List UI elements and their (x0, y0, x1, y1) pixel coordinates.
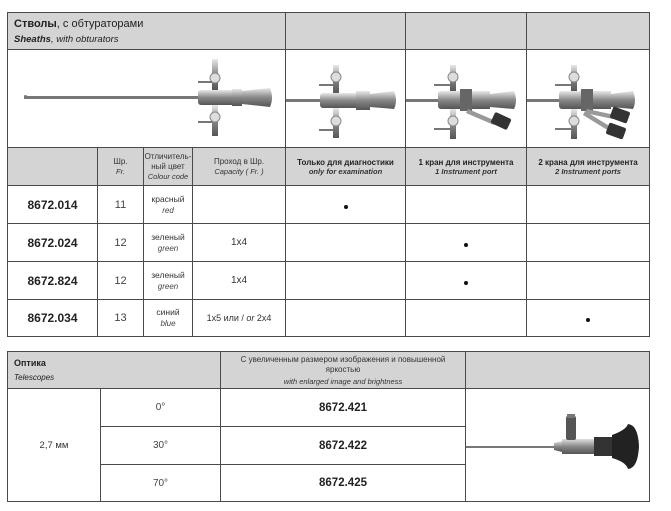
colhead-port2 (527, 148, 650, 186)
table-row (8, 300, 650, 337)
colhead-capacity-ru: Проход в Шр. (213, 156, 265, 166)
row-colour (144, 186, 193, 224)
colhead-code (8, 148, 98, 186)
sheath-2-ports-image-cell (527, 50, 650, 148)
row-colour (144, 300, 193, 337)
sheath-1-port-image-cell (406, 50, 527, 148)
header-blank-exam (286, 13, 406, 50)
row-colour-ru: красный (151, 193, 185, 204)
row-colour-en: green (157, 281, 179, 291)
row-exam (286, 300, 406, 337)
colhead-port2-ru: 2 крана для инструмента (538, 157, 638, 167)
row-port2 (527, 262, 650, 300)
telescope-icon (466, 390, 648, 500)
row-fr: 13 (98, 300, 144, 337)
telescopes-header-blank (466, 352, 650, 389)
row-colour-en: red (162, 205, 174, 215)
row-capacity-text-2: 2x4 (254, 313, 272, 323)
row-port2 (527, 224, 650, 262)
table-row (8, 224, 650, 262)
row-fr: 12 (98, 224, 144, 262)
colhead-port1-ru: 1 кран для инструмента (418, 157, 514, 167)
row-port1 (406, 262, 527, 300)
mark-dot (464, 243, 468, 247)
telescopes-feature-en: with enlarged image and brightness (283, 376, 403, 386)
sheath-examination-icon (286, 51, 404, 147)
sheaths-table (7, 12, 650, 337)
row-exam (286, 224, 406, 262)
row-fr: 11 (98, 186, 144, 224)
row-colour-ru: зеленый (151, 231, 185, 242)
colhead-exam-en: only for examination (308, 166, 383, 176)
row-fr: 12 (98, 262, 144, 300)
telescopes-feature-ru: С увеличенным размером изображения и повышенной яркостью (240, 354, 446, 374)
colhead-exam-ru: Только для диагностики (297, 157, 394, 167)
row-capacity (193, 300, 286, 337)
row-code: 8672.034 (8, 300, 98, 337)
telescope-image-cell (466, 389, 650, 502)
row-capacity-text: 1x4 (230, 275, 248, 286)
mark-dot (464, 281, 468, 285)
telescopes-title-cell (8, 352, 221, 389)
row-code: 8672.824 (8, 262, 98, 300)
telescope-angle: 30° (101, 427, 221, 465)
telescopes-title-ru: Оптика (14, 358, 46, 368)
telescope-code: 8672.425 (221, 465, 466, 502)
colhead-colour-en: Colour code (147, 171, 189, 181)
sheath-1-port-icon (406, 51, 524, 147)
row-capacity (193, 262, 286, 300)
telescope-code: 8672.421 (221, 389, 466, 427)
table-row (8, 262, 650, 300)
table-row (8, 186, 650, 224)
row-colour-ru: синий (156, 307, 180, 317)
row-exam (286, 262, 406, 300)
row-capacity-text: 1x5 или / (206, 313, 247, 323)
telescopes-table (7, 351, 650, 502)
sheaths-title-cell (8, 13, 286, 50)
telescopes-title-en: Telescopes (14, 373, 55, 382)
row-port1 (406, 224, 527, 262)
colhead-fr (98, 148, 144, 186)
row-port1 (406, 186, 527, 224)
row-capacity-text: 1x4 (230, 237, 248, 248)
row-port1 (406, 300, 527, 337)
row-capacity (193, 224, 286, 262)
row-port2 (527, 300, 650, 337)
telescope-diameter: 2,7 мм (8, 389, 101, 502)
colhead-port2-en: 2 Instrument ports (555, 166, 621, 176)
row-colour-en: green (157, 243, 179, 253)
row-colour (144, 224, 193, 262)
sheaths-title-en-rest: , with obturators (50, 33, 119, 45)
mark-dot (586, 318, 590, 322)
telescope-angle: 0° (101, 389, 221, 427)
sheath-2-ports-icon (527, 51, 647, 147)
sheath-with-obturator-icon (8, 51, 284, 147)
row-colour-ru: зеленый (151, 269, 185, 280)
colhead-colour (144, 148, 193, 186)
row-code: 8672.024 (8, 224, 98, 262)
colhead-capacity-en: Capacity ( Fr. ) (214, 166, 264, 176)
row-exam (286, 186, 406, 224)
colhead-port1-en: 1 Instrument port (435, 166, 497, 176)
telescope-code: 8672.422 (221, 427, 466, 465)
header-blank-port2 (527, 13, 650, 50)
row-colour-en: blue (160, 319, 176, 328)
telescopes-feature-cell (221, 352, 466, 389)
colhead-exam (286, 148, 406, 186)
colhead-port1 (406, 148, 527, 186)
table-row (8, 389, 650, 427)
header-blank-port1 (406, 13, 527, 50)
sheaths-title-ru-rest: , с обтураторами (56, 17, 144, 30)
sheaths-title-ru-bold: Стволы (14, 17, 57, 30)
row-port2 (527, 186, 650, 224)
row-colour (144, 262, 193, 300)
row-capacity (193, 186, 286, 224)
sheaths-title-en (14, 34, 285, 45)
row-capacity-or: or (246, 313, 255, 323)
colhead-colour-ru-2: ный цвет (151, 161, 185, 171)
mark-dot (344, 205, 348, 209)
sheath-image-cell (8, 50, 286, 148)
sheath-examination-image-cell (286, 50, 406, 148)
telescope-angle: 70° (101, 465, 221, 502)
colhead-fr-ru: Шр. (113, 156, 128, 166)
row-code: 8672.014 (8, 186, 98, 224)
sheaths-title-en-bold: Sheaths (14, 33, 51, 45)
sheaths-title-ru (14, 18, 285, 30)
colhead-colour-ru-1: Отличитель- (144, 151, 192, 161)
colhead-capacity (193, 148, 286, 186)
colhead-fr-en: Fr. (116, 166, 125, 176)
